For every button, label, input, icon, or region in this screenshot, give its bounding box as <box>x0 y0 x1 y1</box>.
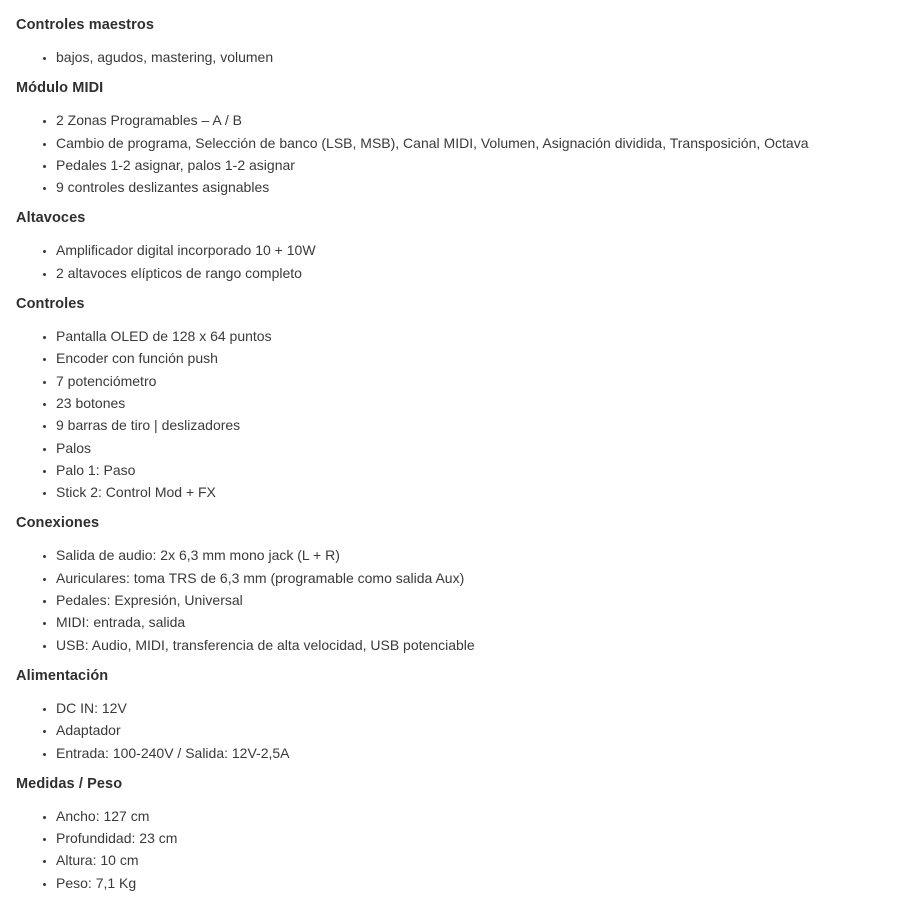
list-item: • Stick 2: Control Mod + FX <box>56 481 882 503</box>
list-item: • 23 botones <box>56 392 882 414</box>
list-item: • 2 altavoces elípticos de rango completo <box>56 262 882 284</box>
spec-section <box>16 665 882 764</box>
list-item: • Palos <box>56 437 882 459</box>
list-item: • Pedales 1-2 asignar, palos 1-2 asignar <box>56 154 882 176</box>
list-item: • Entrada: 100-240V / Salida: 12V-2,5A <box>56 742 882 764</box>
section-list <box>16 544 882 655</box>
section-list <box>16 239 882 284</box>
list-item: • Altura: 10 cm <box>56 849 882 871</box>
spec-section <box>16 14 882 68</box>
list-item: • Amplificador digital incorporado 10 + 10W <box>56 239 882 261</box>
list-item: • 7 potenciómetro <box>56 370 882 392</box>
list-item: • Palo 1: Paso <box>56 459 882 481</box>
spec-section <box>16 77 882 198</box>
list-item: • 2 Zonas Programables – A / B <box>56 109 882 131</box>
spec-section <box>16 207 882 284</box>
section-list <box>16 325 882 503</box>
section-list <box>16 697 882 764</box>
section-list <box>16 805 882 894</box>
section-heading: Módulo MIDI <box>16 80 104 97</box>
section-heading: Alimentación <box>16 667 109 684</box>
list-item: • Cambio de programa, Selección de banco (LSB, MSB), Canal MIDI, Volumen, Asignación dividida, Transposición, Octava <box>56 132 882 154</box>
list-item: • USB: Audio, MIDI, transferencia de alta velocidad, USB potenciable <box>56 634 882 656</box>
list-item: • 9 barras de tiro | deslizadores <box>56 414 882 436</box>
section-heading: Medidas / Peso <box>16 775 123 792</box>
list-item: • Salida de audio: 2x 6,3 mm mono jack (L + R) <box>56 544 882 566</box>
list-item: • Ancho: 127 cm <box>56 805 882 827</box>
list-item: • 9 controles deslizantes asignables <box>56 176 882 198</box>
list-item: • DC IN: 12V <box>56 697 882 719</box>
section-heading: Controles <box>16 296 85 313</box>
list-item: • bajos, agudos, mastering, volumen <box>56 46 882 68</box>
list-item: • Profundidad: 23 cm <box>56 827 882 849</box>
spec-section <box>16 773 882 894</box>
section-heading: Conexiones <box>16 515 100 532</box>
list-item: • Auriculares: toma TRS de 6,3 mm (programable como salida Aux) <box>56 567 882 589</box>
list-item: • Peso: 7,1 Kg <box>56 872 882 894</box>
section-list <box>16 109 882 198</box>
list-item: • Encoder con función push <box>56 347 882 369</box>
list-item: • Pedales: Expresión, Universal <box>56 589 882 611</box>
spec-section <box>16 512 882 655</box>
list-item: • Adaptador <box>56 719 882 741</box>
section-list <box>16 46 882 68</box>
section-heading: Controles maestros <box>16 17 154 33</box>
spec-section <box>16 293 882 503</box>
list-item: • Pantalla OLED de 128 x 64 puntos <box>56 325 882 347</box>
list-item: • MIDI: entrada, salida <box>56 611 882 633</box>
section-heading: Altavoces <box>16 210 86 227</box>
